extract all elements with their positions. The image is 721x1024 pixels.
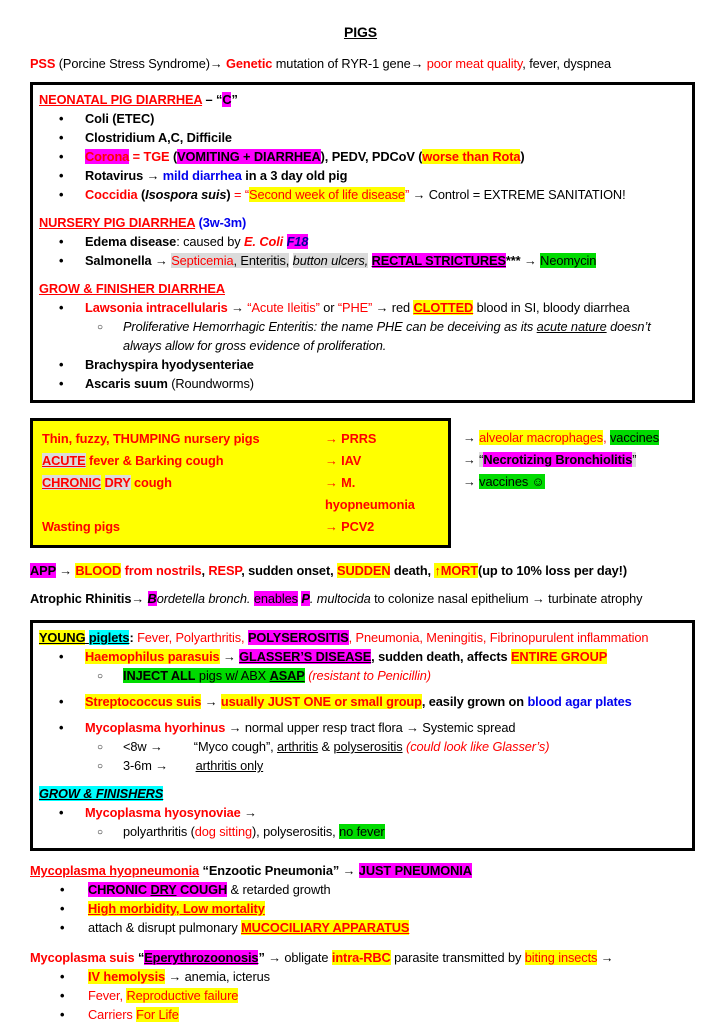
text-segment: Coli (ETEC) <box>85 111 155 126</box>
text-segment: “Acute Ileitis” <box>247 300 320 315</box>
text-segment: Wasting pigs <box>42 519 120 534</box>
text-segment: → normal upper resp tract flora → Systemic spread <box>225 720 516 735</box>
symptom-row <box>42 516 439 538</box>
text-segment: ” <box>231 92 238 107</box>
text-segment: Proliferative Hemorrhagic Enteritis: the name PHE can be deceiving as its <box>123 319 537 334</box>
young-piglet-disease-box <box>30 620 695 851</box>
text-segment: Ascaris suum <box>85 376 168 391</box>
bullet-item <box>39 128 686 147</box>
text-segment: blood agar plates <box>527 694 632 709</box>
bullet-item <box>39 822 686 841</box>
bullet-item <box>39 666 686 685</box>
circle-bullet-icon: ○ <box>97 671 103 682</box>
text-segment: , <box>201 563 209 578</box>
circle-bullet-icon: ○ <box>97 827 103 838</box>
text-segment: ACUTE <box>42 453 86 468</box>
text-segment: Isospora suis <box>145 187 227 202</box>
bullet-item <box>39 647 686 666</box>
text-segment: → <box>597 950 614 965</box>
bullet-item <box>39 317 686 355</box>
bullet-icon: • <box>59 649 64 664</box>
text-segment: (3w-3m) <box>198 215 247 230</box>
circle-bullet-icon: ○ <box>97 761 103 772</box>
text-segment: → IAV <box>325 453 362 468</box>
text-segment: DRY <box>150 882 177 897</box>
text-segment: ” <box>632 452 637 467</box>
symptom-cell <box>42 450 325 472</box>
bullet-item <box>30 899 695 918</box>
text-segment: → <box>227 300 248 315</box>
text-segment: Edema disease <box>85 234 177 249</box>
text-segment: intra-RBC <box>331 950 391 965</box>
text-line <box>39 784 686 803</box>
text-segment: PSS <box>30 56 56 71</box>
text-segment: B <box>147 591 157 606</box>
text-segment: VOMITING + DIARRHEA <box>177 149 321 164</box>
text-segment: → M. hyopneumonia <box>325 475 415 512</box>
text-segment: alveolar macrophages <box>479 430 604 445</box>
text-segment: poor meat quality <box>426 56 523 71</box>
text-line <box>39 213 686 232</box>
bullet-item <box>30 1005 695 1024</box>
text-segment: , fever, dyspnea <box>522 56 612 71</box>
text-segment: Carriers <box>88 1007 137 1022</box>
text-line <box>39 628 686 647</box>
text-segment: “Enzootic Pneumonia” → <box>199 863 359 878</box>
text-segment: to colonize nasal epithelium → turbinate atrophy <box>370 591 643 606</box>
bullet-item <box>39 147 686 166</box>
text-segment: arthritis <box>277 739 319 754</box>
bullet-icon: • <box>59 149 64 164</box>
text-segment: Salmonella <box>85 253 156 268</box>
text-segment: = TGE <box>129 149 170 164</box>
bullet-item <box>39 251 686 270</box>
text-segment: ), PEDV, PDCoV ( <box>320 149 423 164</box>
text-segment: JUST PNEUMONIA <box>358 863 472 878</box>
text-segment: ” <box>404 187 410 202</box>
bullet-icon: • <box>59 187 64 202</box>
text-segment: pigs w/ ABX <box>195 668 270 683</box>
text-segment: blood in SI, bloody diarrhea <box>473 300 630 315</box>
text-segment: mild diarrhea <box>162 168 242 183</box>
text-segment: arthritis only <box>195 758 264 773</box>
symptom-cell <box>42 428 325 450</box>
bullet-icon: • <box>60 1007 65 1022</box>
text-segment: → <box>463 474 480 489</box>
text-segment: piglets <box>88 630 130 645</box>
text-segment: Second week of life disease <box>249 187 405 202</box>
text-segment: Necrotizing Bronchiolitis <box>483 452 633 467</box>
text-segment: , Enteritis, <box>233 253 290 268</box>
text-segment: DRY <box>104 475 131 490</box>
text-segment: fever & Barking cough <box>85 453 224 468</box>
text-segment: no fever <box>339 824 385 839</box>
text-segment: Eperythrozoonosis <box>144 950 259 965</box>
text-segment: parasite transmitted by <box>390 950 525 965</box>
text-segment: ordetella bronch. <box>156 591 251 606</box>
text-segment: POLYSEROSITIS <box>247 630 349 645</box>
text-segment: CHRONIC <box>42 475 102 490</box>
bullet-item <box>39 232 686 251</box>
text-segment: Fever, Polyarthritis, <box>137 630 248 645</box>
text-segment: → red <box>372 300 414 315</box>
text-segment: “ <box>134 950 145 965</box>
hyopneumonia-section <box>30 861 695 937</box>
text-segment: GLASSER’S DISEASE <box>239 649 372 664</box>
text-segment: F18 <box>286 234 309 249</box>
text-segment: CLOTTED <box>413 300 474 315</box>
text-segment: “ <box>244 187 250 202</box>
text-segment: YOUNG <box>39 630 86 645</box>
text-segment: in a 3 day old pig <box>241 168 348 183</box>
text-segment: Mycoplasma hyorhinus <box>85 720 226 735</box>
text-segment: → <box>201 694 221 709</box>
agent-notes-column <box>463 418 659 493</box>
text-segment <box>168 758 196 773</box>
agent-cell <box>325 428 439 450</box>
bullet-icon: • <box>60 920 65 935</box>
bullet-item <box>39 803 686 822</box>
bullet-item <box>39 355 686 374</box>
text-segment: → <box>410 56 427 71</box>
text-segment: → <box>463 452 480 467</box>
text-segment: ) <box>226 187 231 202</box>
text-segment: MUCOCILIARY APPARATUS <box>241 920 410 935</box>
bullet-item <box>30 967 695 986</box>
text-segment: GROW & FINISHERS <box>39 786 164 801</box>
text-line <box>463 427 659 449</box>
text-segment: → obligate <box>264 950 332 965</box>
text-segment: → <box>219 649 240 664</box>
agent-cell <box>325 472 439 516</box>
pig-diarrhea-box <box>30 82 695 403</box>
text-segment: SUDDEN <box>337 563 391 578</box>
text-segment: Lawsonia intracellularis <box>85 300 228 315</box>
text-segment: vaccines ☺ <box>479 474 545 489</box>
text-segment: , sudden onset, <box>241 563 338 578</box>
bullet-item <box>39 737 686 756</box>
text-segment: or <box>319 300 338 315</box>
text-segment: High morbidity, Low mortality <box>88 901 265 916</box>
text-segment: Thin, fuzzy, THUMPING nursery pigs <box>42 431 260 446</box>
notes-page <box>0 24 721 1024</box>
text-segment: Fever, <box>88 988 123 1003</box>
bullet-item <box>30 986 695 1005</box>
text-segment: RESP <box>208 563 242 578</box>
bullet-item <box>39 166 686 185</box>
text-segment: ), polyserositis, <box>252 824 340 839</box>
text-segment: → Control = EXTREME SANITATION! <box>409 187 626 202</box>
text-segment: 3-6m → <box>123 758 168 773</box>
text-segment: button ulcers, <box>292 253 369 268</box>
text-segment: attach & disrupt pulmonary <box>88 920 242 935</box>
text-segment: → <box>146 168 163 183</box>
text-segment: & <box>318 739 334 754</box>
text-segment: → <box>155 253 172 268</box>
text-segment <box>163 739 194 754</box>
text-line <box>30 948 695 967</box>
symptom-agent-table <box>30 418 451 548</box>
text-segment: ” <box>258 950 265 965</box>
text-segment: ↑MORT <box>434 563 479 578</box>
bullet-item <box>39 756 686 775</box>
text-segment: RECTAL STRICTURES <box>371 253 506 268</box>
text-segment: COUGH <box>176 882 228 897</box>
bullet-item <box>39 718 686 737</box>
text-segment: BLOOD <box>75 563 122 578</box>
text-segment: “ <box>479 452 484 467</box>
agent-cell <box>325 450 439 472</box>
text-segment: , Pneumonia, Meningitis, Fibrinopurulent inflammation <box>348 630 649 645</box>
atrophic-rhinitis-line <box>30 589 695 608</box>
text-segment: ( <box>137 187 146 202</box>
suis-section <box>30 948 695 1024</box>
text-segment: = <box>230 187 245 202</box>
text-segment: Mycoplasma hyopneumonia <box>30 863 200 878</box>
text-segment: biting insects <box>524 950 598 965</box>
text-segment: C <box>222 92 232 107</box>
bullet-icon: • <box>60 988 65 1003</box>
agent-cell <box>325 516 439 538</box>
text-segment: (could look like Glasser’s) <box>406 739 550 754</box>
text-segment: Mycoplasma hyosynoviae <box>85 805 241 820</box>
bullet-item <box>39 298 686 317</box>
symptom-row <box>42 450 439 472</box>
text-segment: E. Coli <box>244 234 287 249</box>
text-segment: – “ <box>202 92 223 107</box>
text-segment: Coccidia <box>85 187 138 202</box>
text-line <box>463 471 659 493</box>
text-line <box>463 449 659 471</box>
text-segment: : caused by <box>176 234 244 249</box>
symptom-cell <box>42 516 325 538</box>
bullet-icon: • <box>59 357 64 372</box>
bullet-icon: • <box>59 253 64 268</box>
text-line <box>39 279 686 298</box>
text-segment: APP <box>30 563 56 578</box>
text-segment: ASAP <box>269 668 305 683</box>
text-line <box>30 861 695 880</box>
text-segment: enables <box>253 591 298 606</box>
text-segment: → <box>55 563 76 578</box>
text-segment: → <box>240 805 257 820</box>
text-segment: GROW & FINISHER DIARRHEA <box>39 281 225 296</box>
text-segment: . multocida <box>309 591 371 606</box>
text-segment: (Roundworms) <box>167 376 254 391</box>
text-segment: (Porcine Stress Syndrome) <box>55 56 210 71</box>
bullet-icon: • <box>59 300 64 315</box>
bullet-icon: • <box>60 901 65 916</box>
text-segment: ENTIRE GROUP <box>510 649 608 664</box>
text-segment: death, <box>390 563 435 578</box>
bullet-item <box>39 109 686 128</box>
text-segment: Reproductive failure <box>126 988 239 1003</box>
bullet-item <box>30 880 695 899</box>
bullet-icon: • <box>60 882 65 897</box>
text-segment: Neomycin <box>540 253 597 268</box>
text-segment: ) <box>520 149 525 164</box>
text-segment: , sudden death, affects <box>371 649 511 664</box>
text-segment: IV hemolysis <box>88 969 166 984</box>
text-segment: ( <box>169 149 178 164</box>
text-segment: → <box>131 591 148 606</box>
text-segment: *** <box>505 253 521 268</box>
bullet-icon: • <box>59 111 64 126</box>
text-segment: dog sitting <box>194 824 252 839</box>
text-segment: <8w → <box>123 739 163 754</box>
text-segment: → <box>463 430 480 445</box>
text-segment: Brachyspira hyodysenteriae <box>85 357 254 372</box>
text-segment: “Myco cough”, <box>193 739 278 754</box>
text-segment: P <box>301 591 310 606</box>
text-segment: For Life <box>136 1007 179 1022</box>
text-segment: Streptococcus suis <box>85 694 202 709</box>
text-segment: (up to 10% loss per day!) <box>478 563 628 578</box>
text-segment: Septicemia <box>171 253 234 268</box>
text-segment: from nostrils <box>121 563 202 578</box>
text-segment: → <box>520 253 541 268</box>
text-segment: worse than Rota <box>422 149 521 164</box>
bullet-item <box>39 692 686 711</box>
symptom-row <box>42 472 439 516</box>
bullet-icon: • <box>60 969 65 984</box>
text-segment: NEONATAL PIG DIARRHEA <box>39 92 203 107</box>
text-segment: Genetic <box>226 56 273 71</box>
pss-intro-line <box>30 54 695 73</box>
text-segment: Haemophilus parasuis <box>85 649 220 664</box>
text-segment: Rotavirus <box>85 168 147 183</box>
bullet-icon: • <box>59 376 64 391</box>
bullet-icon: • <box>59 805 64 820</box>
bullet-icon: • <box>59 168 64 183</box>
text-segment <box>101 475 104 490</box>
text-segment: polyarthritis ( <box>123 824 195 839</box>
text-segment: Mycoplasma suis <box>30 950 135 965</box>
app-line <box>30 561 695 580</box>
text-segment: mutation of RYR-1 gene <box>272 56 411 71</box>
text-segment: → <box>209 56 227 71</box>
text-segment: & retarded growth <box>227 882 331 897</box>
text-segment: “PHE” <box>337 300 373 315</box>
bullet-icon: • <box>59 720 64 735</box>
bullet-icon: • <box>59 694 64 709</box>
symptom-quickref-row <box>30 418 721 548</box>
text-segment: cough <box>130 475 172 490</box>
bullet-item <box>30 918 695 937</box>
text-segment: usually JUST ONE or small group <box>220 694 422 709</box>
bullet-item <box>39 185 686 204</box>
text-segment: doesn’t always allow for gross evidence of proliferation. <box>123 319 651 353</box>
text-segment: INJECT ALL <box>123 668 196 683</box>
text-segment: , <box>603 430 610 445</box>
text-segment: Atrophic Rhinitis <box>30 591 132 606</box>
circle-bullet-icon: ○ <box>97 322 103 333</box>
text-segment: , easily grown on <box>421 694 528 709</box>
text-segment: CHRONIC <box>88 882 151 897</box>
text-segment: polyserositis <box>333 739 403 754</box>
bullet-item <box>39 374 686 393</box>
text-segment: NURSERY PIG DIARRHEA <box>39 215 196 230</box>
text-segment: : <box>129 630 138 645</box>
page-title: PIGS <box>343 24 378 40</box>
text-segment: acute nature <box>536 319 607 334</box>
text-segment: Corona <box>85 149 130 164</box>
bullet-icon: • <box>59 234 64 249</box>
text-segment: → PRRS <box>325 431 377 446</box>
text-segment: vaccines <box>610 430 659 445</box>
text-segment: → anemia, icterus <box>165 969 270 984</box>
symptom-row <box>42 428 439 450</box>
text-segment: Clostridium A,C, Difficile <box>85 130 232 145</box>
text-segment: → PCV2 <box>325 519 375 534</box>
symptom-cell <box>42 472 325 516</box>
text-segment: (resistant to Penicillin) <box>308 668 431 683</box>
text-line <box>39 90 686 109</box>
bullet-icon: • <box>59 130 64 145</box>
circle-bullet-icon: ○ <box>97 742 103 753</box>
